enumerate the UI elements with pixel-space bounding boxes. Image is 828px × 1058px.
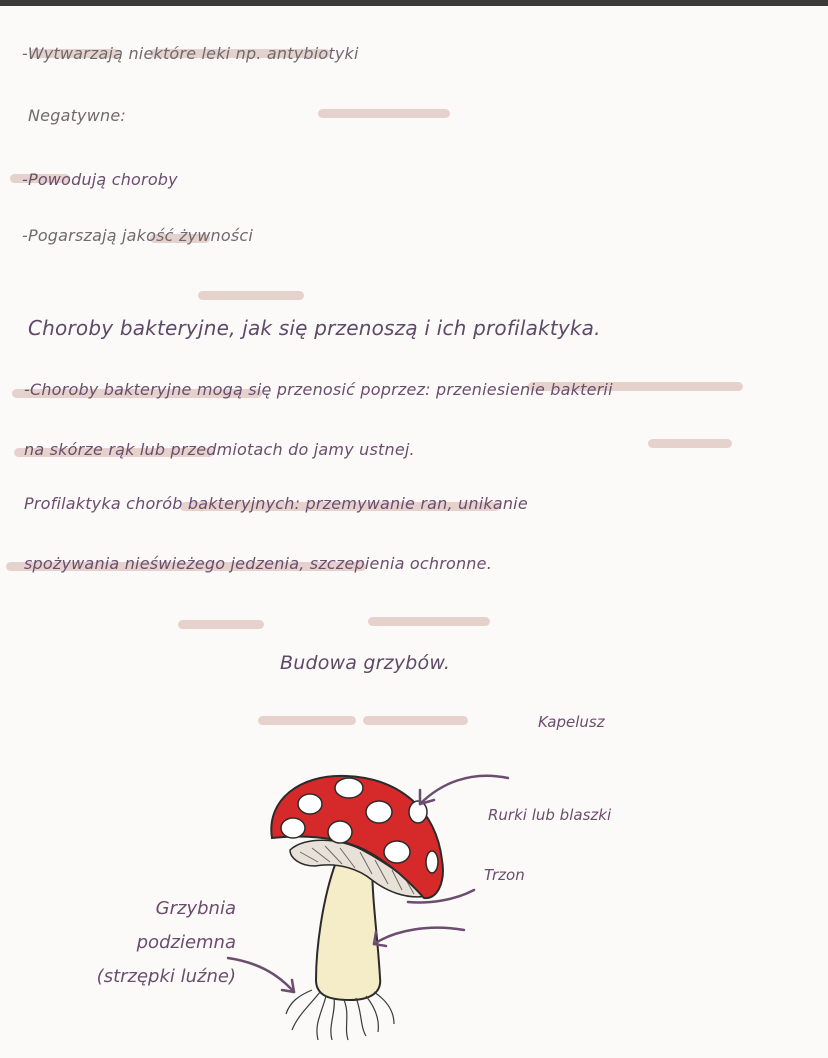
paragraph-transmission-line1: -Choroby bakteryjne mogą się przenosić poprzez: przeniesienie bakterii <box>24 380 613 399</box>
label-trzon: Trzon <box>484 866 525 884</box>
label-grzybnia-line2: podziemna <box>136 932 236 953</box>
heading-bacterial-diseases: Choroby bakteryjne, jak się przenoszą i ich profilaktyka. <box>28 316 601 340</box>
label-grzybnia-line3: (strzępki luźne) <box>96 966 236 987</box>
mushroom-stem <box>316 862 380 1000</box>
note-line-diseases: -Powodują choroby <box>22 170 178 189</box>
label-kapelusz: Kapelusz <box>538 713 605 731</box>
label-grzybnia-line1: Grzybnia <box>155 898 236 919</box>
heading-fungi-structure: Budowa grzybów. <box>280 652 451 674</box>
paragraph-prevention-line1: Profilaktyka chorób bakteryjnych: przemywanie ran, unikanie <box>24 494 528 513</box>
arrow-trzon <box>374 928 464 944</box>
arrow-grzybnia <box>228 958 294 992</box>
note-line-antibiotics: -Wytwarzają niektóre leki np. antybiotyki <box>22 44 359 63</box>
paragraph-transmission-line2: na skórze rąk lub przedmiotach do jamy ustnej. <box>24 440 415 459</box>
label-rurki-blaszki: Rurki lub blaszki <box>488 806 612 824</box>
negatywne-label: Negatywne: <box>28 106 126 125</box>
note-line-food-quality: -Pogarszają jakość żywności <box>22 226 254 245</box>
paragraph-prevention-line2: spożywania nieświeżego jedzenia, szczepienia ochronne. <box>24 554 492 573</box>
